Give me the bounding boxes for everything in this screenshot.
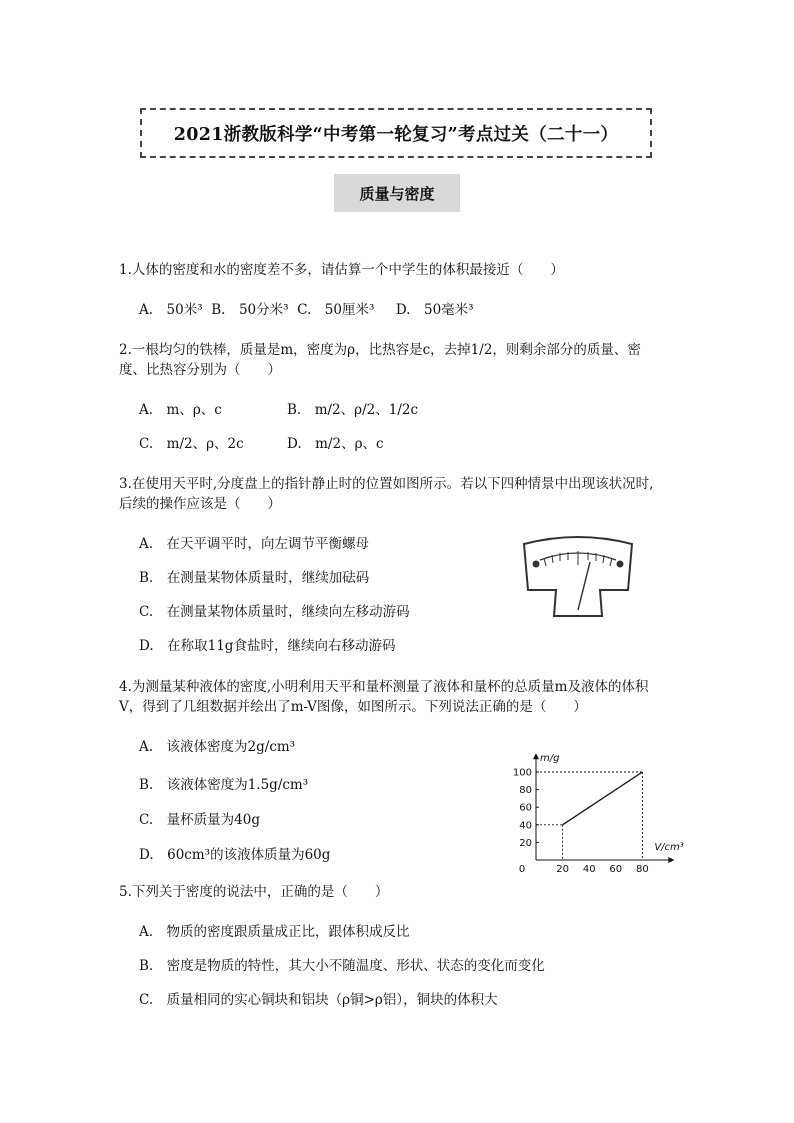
q5-option-a: A. 物质的密度跟质量成正比，跟体积成反比 <box>139 924 410 940</box>
q4-option-a: A. 该液体密度为2g/cm³ <box>139 739 296 755</box>
q4-option-c: C. 量杯质量为40g <box>139 812 260 828</box>
m-v-graph <box>506 748 684 875</box>
x-tick-label: 80 <box>636 864 649 875</box>
data-line <box>563 772 643 825</box>
q3-option-c: C. 在测量某物体质量时，继续向左移动游码 <box>139 604 410 620</box>
q3-option-b: B. 在测量某物体质量时，继续加砝码 <box>139 570 370 586</box>
question-3-stem-line1: 3.在使用天平时,分度盘上的指针静止时的位置如图所示。若以下四种情景中出现该状况时, <box>119 476 654 492</box>
question-4-stem-line2: V，得到了几组数据并绘出了m-V图像，如图所示。下列说法正确的是（ ） <box>119 699 587 715</box>
q3-option-d: D. 在称取11g食盐时，继续向右移动游码 <box>139 638 396 654</box>
q5-option-b: B. 密度是物质的特性，其大小不随温度、形状、状态的变化而变化 <box>139 958 545 974</box>
y-axis-label: m/g <box>540 753 560 765</box>
question-5-stem: 5.下列关于密度的说法中，正确的是（ ） <box>119 884 389 900</box>
question-4-stem-line1: 4.为测量某种液体的密度,小明利用天平和量杯测量了液体和量杯的总质量m及液体的体积 <box>119 679 649 695</box>
question-1-options <box>139 300 474 320</box>
question-3-stem-line2: 后续的操作应该是（ ） <box>119 496 281 512</box>
q2-option-b: B. m/2、ρ/2、1/2c <box>287 402 419 418</box>
x-axis-arrow <box>668 857 674 863</box>
q1-option-b: B. 50分米³ <box>211 302 289 318</box>
y-tick-label: 60 <box>519 802 532 814</box>
x-tick-label: 20 <box>556 864 569 875</box>
question-2-stem-line2: 度、比热容分别为（ ） <box>119 362 281 378</box>
page-title: 2021浙教版科学“中考第一轮复习”考点过关（二十一） <box>140 108 652 158</box>
y-tick-label: 80 <box>519 785 532 797</box>
q5-option-c: C. 质量相同的实心铜块和铝块（ρ铜>ρ铝），铜块的体积大 <box>139 992 498 1008</box>
q1-option-d: D. 50毫米³ <box>395 302 474 318</box>
q3-option-a: A. 在天平调平时，向左调节平衡螺母 <box>139 536 370 552</box>
q1-option-c: C. 50厘米³ <box>297 302 375 318</box>
q4-option-b: B. 该液体密度为1.5g/cm³ <box>139 777 309 793</box>
x-tick-label: 40 <box>582 864 596 875</box>
x-axis-label: V/cm³ <box>654 842 684 853</box>
q1-option-a: A. 50米³ <box>139 302 203 318</box>
question-1-stem: 1.人体的密度和水的密度差不多，请估算一个中学生的体积最接近（ ） <box>119 262 564 278</box>
question-2-stem-line1: 2.一根均匀的铁棒，质量是m，密度为ρ，比热容是c，去掉1/2，则剩余部分的质量、密 <box>119 342 641 358</box>
x-tick-label: 60 <box>609 864 623 875</box>
section-subtitle: 质量与密度 <box>334 174 460 212</box>
q4-option-d: D. 60cm³的该液体质量为60g <box>139 847 331 863</box>
y-axis-arrow <box>533 753 539 759</box>
y-tick-label: 100 <box>512 767 532 779</box>
q2-option-d: D. m/2、ρ、c <box>287 436 384 452</box>
x-tick-label: 0 <box>518 864 526 875</box>
y-tick-label: 20 <box>519 837 532 849</box>
q2-option-a: A. m、ρ、c <box>139 402 222 418</box>
q2-option-c: C. m/2、ρ、2c <box>139 436 244 452</box>
y-tick-label: 40 <box>519 820 532 832</box>
balance-scale-dial-figure <box>518 532 638 622</box>
